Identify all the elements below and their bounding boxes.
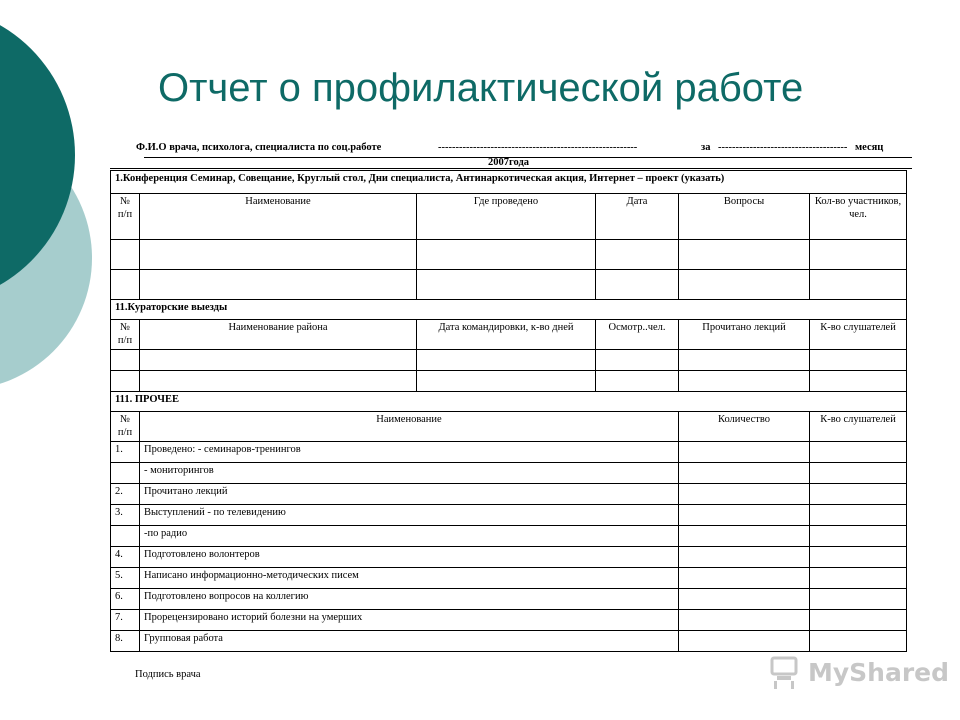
cell[interactable] (679, 526, 810, 547)
col-header: Вопросы (679, 194, 810, 240)
section2-title: 11.Кураторские выезды (111, 300, 907, 320)
cell[interactable] (810, 610, 907, 631)
cell[interactable] (679, 270, 810, 300)
table-row (111, 526, 907, 547)
cell[interactable] (140, 240, 417, 270)
cell[interactable] (810, 547, 907, 568)
row-number: 1. (111, 442, 140, 463)
cell[interactable] (111, 350, 140, 371)
cell[interactable] (810, 631, 907, 652)
cell[interactable] (679, 505, 810, 526)
table-row (111, 547, 907, 568)
cell[interactable] (596, 350, 679, 371)
table-top-rule (110, 168, 912, 169)
fio-label: Ф.И.О врача, психолога, специалиста по соц.работе (136, 142, 382, 153)
table-row (111, 463, 907, 484)
row-name: - мониторингов (140, 463, 679, 484)
watermark (768, 656, 950, 690)
row-name: Прочитано лекций (140, 484, 679, 505)
cell[interactable] (679, 371, 810, 392)
fio-line (136, 142, 896, 153)
section2-header-row (111, 320, 907, 350)
row-number: 2. (111, 484, 140, 505)
cell[interactable] (111, 270, 140, 300)
cell[interactable] (679, 631, 810, 652)
table-row (111, 484, 907, 505)
section3-title-row (111, 392, 907, 412)
teal-light-circle (0, 126, 92, 390)
row-name: Прорецензировано историй болезни на умерших (140, 610, 679, 631)
col-header: № п/п (111, 194, 140, 240)
col-header: Наименование (140, 194, 417, 240)
cell[interactable] (679, 350, 810, 371)
col-header: К-во слушателей (810, 412, 907, 442)
cell[interactable] (810, 463, 907, 484)
cell[interactable] (679, 442, 810, 463)
teal-dark-circle (0, 5, 75, 305)
col-header: Осмотр..чел. (596, 320, 679, 350)
cell[interactable] (810, 505, 907, 526)
cell[interactable] (679, 484, 810, 505)
cell[interactable] (111, 371, 140, 392)
cell[interactable] (810, 526, 907, 547)
table-row (111, 631, 907, 652)
cell[interactable] (679, 547, 810, 568)
row-number: 3. (111, 505, 140, 526)
col-header: Количество (679, 412, 810, 442)
cell[interactable] (596, 371, 679, 392)
cell[interactable] (810, 371, 907, 392)
cell[interactable] (810, 568, 907, 589)
section3-header-row (111, 412, 907, 442)
cell[interactable] (810, 442, 907, 463)
col-header: Дата командировки, к-во дней (417, 320, 596, 350)
col-header: Дата (596, 194, 679, 240)
cell[interactable] (140, 270, 417, 300)
row-name: -по радио (140, 526, 679, 547)
fio-blank: --------------------------------------------------------- (438, 142, 638, 153)
cell[interactable] (810, 240, 907, 270)
row-number (111, 463, 140, 484)
table-row (111, 589, 907, 610)
cell[interactable] (810, 589, 907, 610)
section1-title-row (111, 171, 907, 194)
cell[interactable] (417, 270, 596, 300)
cell[interactable] (810, 350, 907, 371)
cell[interactable] (596, 270, 679, 300)
cell[interactable] (140, 371, 417, 392)
col-header: Кол-во участников, чел. (810, 194, 907, 240)
table-row (111, 568, 907, 589)
section3-title: 111. ПРОЧЕЕ (111, 392, 907, 412)
cell[interactable] (679, 240, 810, 270)
col-header: Где проведено (417, 194, 596, 240)
row-name: Написано информационно-методических писем (140, 568, 679, 589)
row-number (111, 526, 140, 547)
section1-header-row (111, 194, 907, 240)
row-name: Проведено: - семинаров-тренингов (140, 442, 679, 463)
row-number: 5. (111, 568, 140, 589)
cell[interactable] (417, 350, 596, 371)
row-number: 6. (111, 589, 140, 610)
table-row (111, 442, 907, 463)
table-row (111, 270, 907, 300)
row-name: Выступлений - по телевидению (140, 505, 679, 526)
col-header: № п/п (111, 412, 140, 442)
row-number: 4. (111, 547, 140, 568)
cell[interactable] (417, 240, 596, 270)
year-label: 2007года (488, 157, 530, 168)
row-number: 8. (111, 631, 140, 652)
cell[interactable] (679, 589, 810, 610)
col-header: К-во слушателей (810, 320, 907, 350)
row-number: 7. (111, 610, 140, 631)
col-header: № п/п (111, 320, 140, 350)
col-header: Наименование (140, 412, 679, 442)
table-row (111, 240, 907, 270)
table-row (111, 610, 907, 631)
section2-title-row (111, 300, 907, 320)
other-rows (111, 442, 907, 652)
col-header: Прочитано лекций (679, 320, 810, 350)
cell[interactable] (679, 568, 810, 589)
cell[interactable] (810, 484, 907, 505)
col-header: Наименование района (140, 320, 417, 350)
table-row (111, 371, 907, 392)
row-name: Групповая работа (140, 631, 679, 652)
cell[interactable] (679, 610, 810, 631)
cell[interactable] (810, 270, 907, 300)
period-label: за (701, 142, 711, 153)
row-name: Подготовлено вопросов на коллегию (140, 589, 679, 610)
table-row (111, 505, 907, 526)
cell[interactable] (111, 240, 140, 270)
row-name: Подготовлено волонтеров (140, 547, 679, 568)
slide-title: Отчет о профилактической работе (158, 66, 804, 110)
cell[interactable] (679, 463, 810, 484)
period-blank: ------------------------------------- (718, 142, 848, 153)
month-label: месяц (855, 142, 884, 153)
watermark-text: MyShared (808, 658, 950, 687)
cell[interactable] (596, 240, 679, 270)
report-table (110, 170, 907, 652)
table-row (111, 350, 907, 371)
projector-icon (768, 656, 804, 690)
section1-title: 1.Конференция Семинар, Совещание, Круглый стол, Дни специалиста, Антинаркотическая акция, Интернет – проект (указать) (111, 171, 907, 194)
cell[interactable] (140, 350, 417, 371)
cell[interactable] (417, 371, 596, 392)
signature-label: Подпись врача (135, 669, 201, 680)
